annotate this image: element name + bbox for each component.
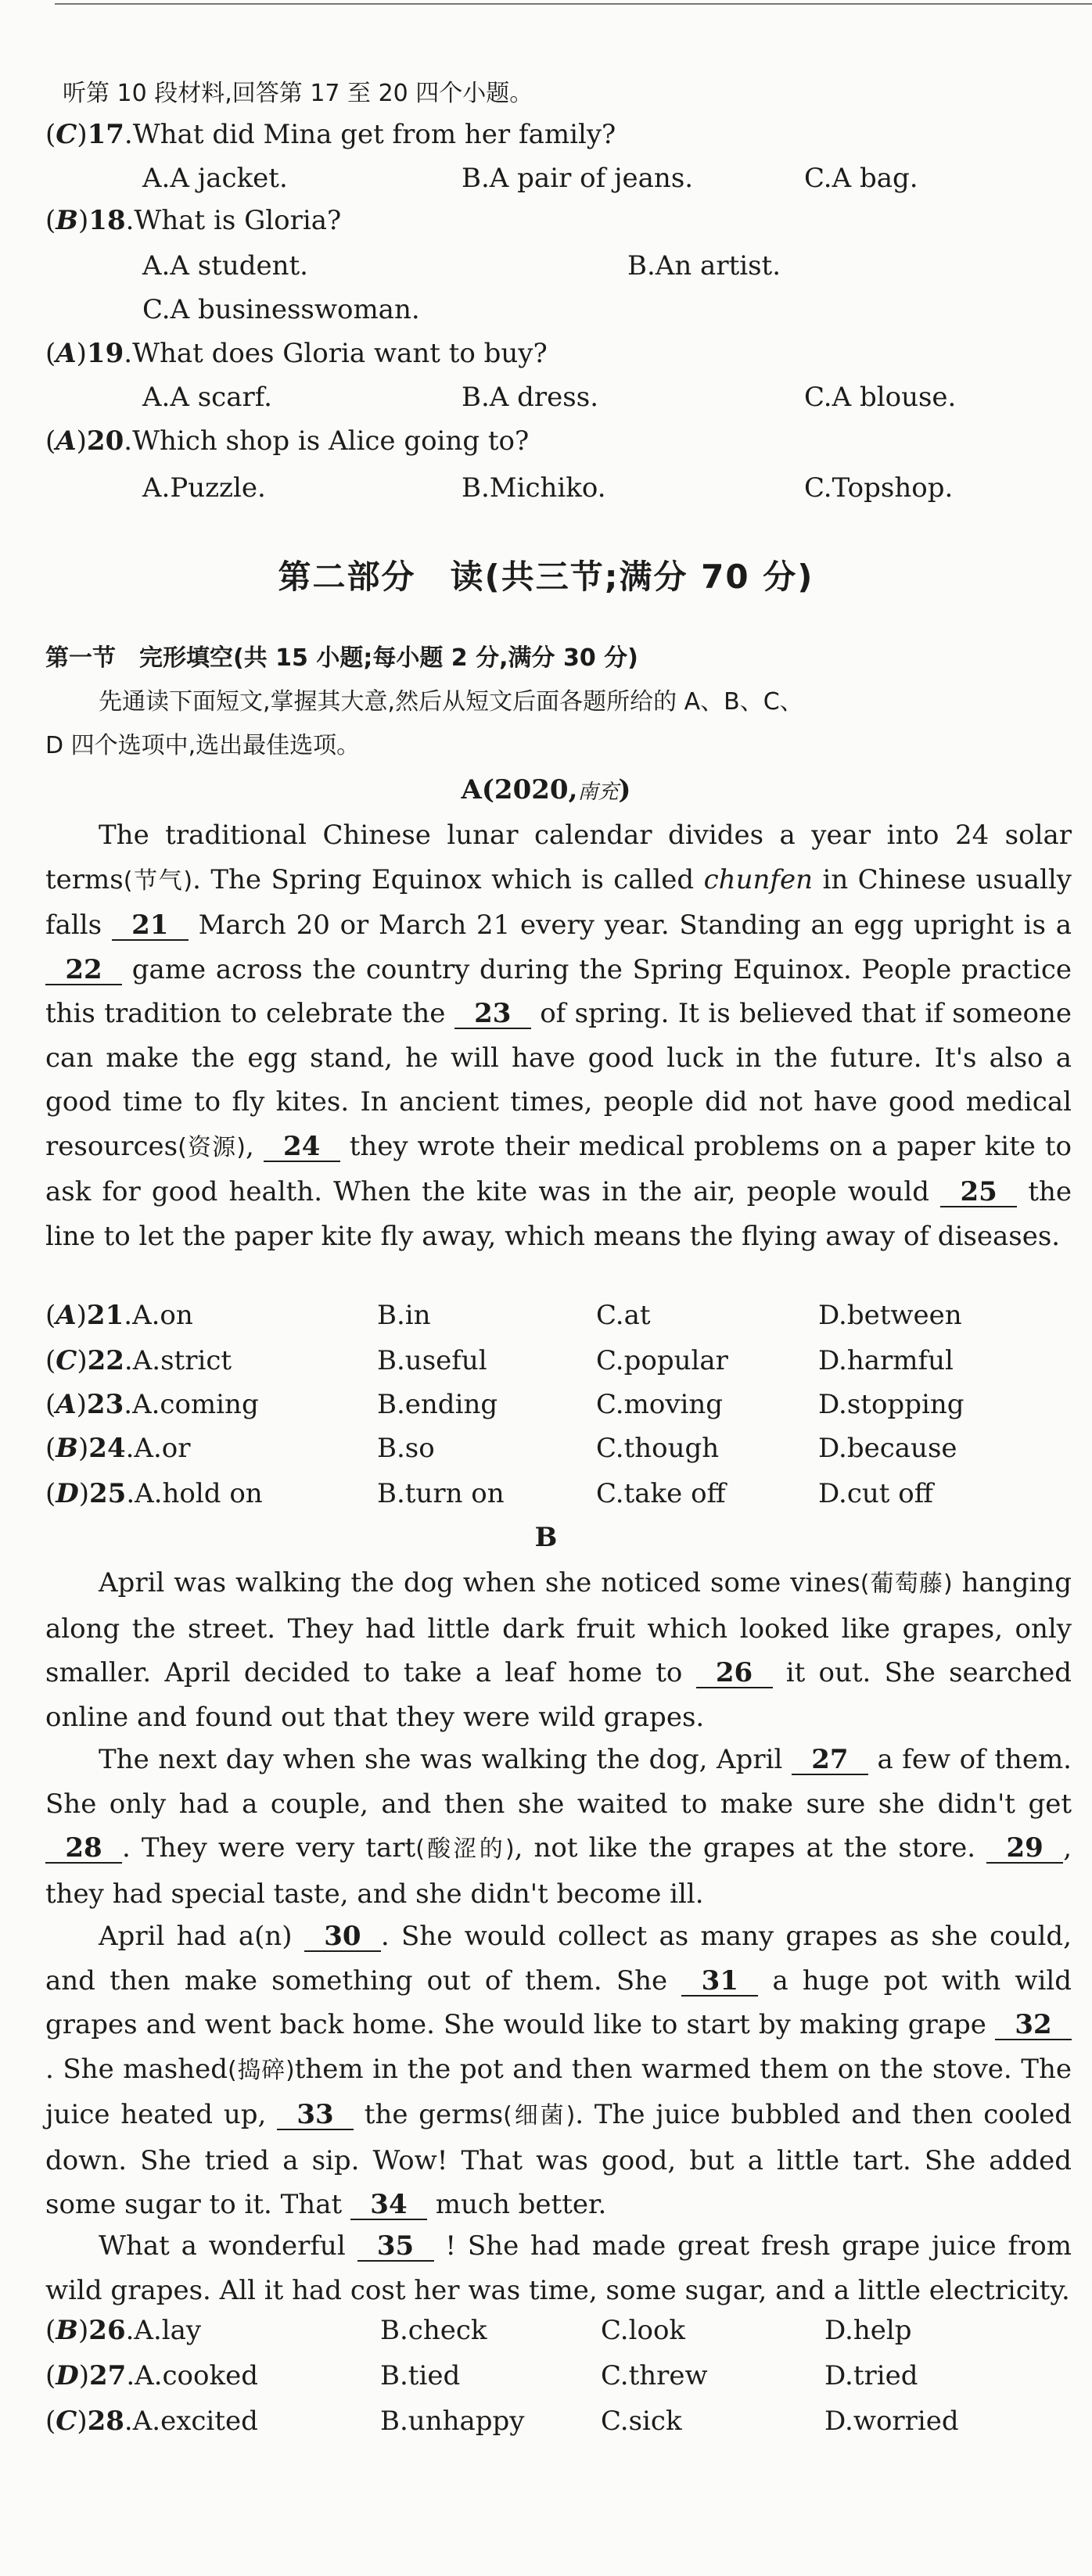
option-27c: C.threw xyxy=(601,2360,708,2391)
section-title: 第一节 完形填空(共 15 小题;每小题 2 分,满分 30 分) xyxy=(45,644,638,672)
option-19a: A.A scarf. xyxy=(142,382,272,413)
blank-28: 28 xyxy=(45,1834,122,1864)
option-25c: C.take off xyxy=(596,1478,726,1509)
option-17a: A.A jacket. xyxy=(142,163,288,194)
option-27d: D.tried xyxy=(824,2360,918,2391)
option-20a: A.Puzzle. xyxy=(142,472,266,504)
passage-b-label: B xyxy=(534,1522,558,1553)
option-28d: D.worried xyxy=(824,2406,959,2437)
option-23b: B.ending xyxy=(377,1389,498,1420)
answer-17: C xyxy=(56,119,77,150)
blank-33: 33 xyxy=(277,2101,354,2130)
option-18b: B.An artist. xyxy=(627,250,781,282)
option-26c: C.look xyxy=(601,2315,686,2346)
option-20b: B.Michiko. xyxy=(462,472,606,504)
question-26: (B)26.A.lay xyxy=(45,2315,202,2346)
option-19c: C.A blouse. xyxy=(804,382,957,413)
option-25d: D.cut off xyxy=(818,1478,933,1509)
answer-19: A xyxy=(56,338,77,369)
answer-20: A xyxy=(56,425,77,457)
question-24: (B)24.A.or xyxy=(45,1433,191,1464)
option-28b: B.unhappy xyxy=(380,2406,525,2437)
blank-27: 27 xyxy=(792,1745,868,1775)
option-28c: C.sick xyxy=(601,2406,682,2437)
question-28: (C)28.A.excited xyxy=(45,2406,258,2437)
question-20: (A)20.Which shop is Alice going to? xyxy=(45,425,530,457)
blank-26: 26 xyxy=(696,1659,773,1688)
answer-18: B xyxy=(56,205,79,236)
blank-31: 31 xyxy=(681,1967,758,1997)
instructions-line-1: 先通读下面短文,掌握其大意,然后从短文后面各题所给的 A、B、C、 xyxy=(99,688,803,716)
question-25: (D)25.A.hold on xyxy=(45,1478,263,1509)
blank-35: 35 xyxy=(357,2232,434,2262)
option-21c: C.at xyxy=(596,1300,651,1331)
blank-30: 30 xyxy=(304,1922,381,1952)
option-23d: D.stopping xyxy=(818,1389,964,1420)
option-17b: B.A pair of jeans. xyxy=(462,163,694,194)
passage-b-paragraph-4: What a wonderful 35 ! She had made great fresh grape juice from wild grapes. All it had cost her was time, some sugar, and a little electricity. xyxy=(45,2230,1072,2306)
top-rule xyxy=(55,3,1092,5)
option-19b: B.A dress. xyxy=(462,382,598,413)
option-20c: C.Topshop. xyxy=(804,472,954,504)
blank-32: 32 xyxy=(995,2011,1072,2040)
part-title: 第二部分 读(共三节;满分 70 分) xyxy=(278,558,814,596)
question-21: (A)21.A.on xyxy=(45,1300,193,1331)
option-17c: C.A bag. xyxy=(804,163,918,194)
question-22: (C)22.A.strict xyxy=(45,1345,232,1376)
option-18c: C.A businesswoman. xyxy=(142,294,420,325)
option-27b: B.tied xyxy=(380,2360,461,2391)
passage-b-paragraph-3: April had a(n) 30 . She would collect as many grapes as she could, and then make something out of them. She 31 a huge pot with wild grapes and went back home. She would like to start by making grape 32. She mashed(捣碎)them in the pot and then warmed them on the stove. The juice heated up, 33 the germs(细菌). The juice bubbled and then cooled down. She tried a sip. Wow! That was good, but a little tart. She added some sugar to it. That 34 much better. xyxy=(45,1921,1072,2220)
option-21b: B.in xyxy=(377,1300,431,1331)
option-24b: B.so xyxy=(377,1433,435,1464)
option-18a: A.A student. xyxy=(142,250,308,282)
passage-a-paragraph: The traditional Chinese lunar calendar divides a year into 24 solar terms(节气). The Spring Equinox which is called chunfen in Chinese usually falls 21 March 20 or March 21 every year. Standing an egg upright is a 22 game across the country during the Spring Equinox. People practice this tradition to celebrate the 23 of spring. It is believed that if someone can make the egg stand, he will have good luck in the future. It's also a good time to fly kites. In ancient times, people did not have good medical resources(资源), 24 they wrote their medical problems on a paper kite to ask for good health. When the kite was in the air, people would 25 the line to let the paper kite fly away, which means the flying away of diseases. xyxy=(45,820,1072,1252)
blank-21: 21 xyxy=(112,911,189,941)
blank-34: 34 xyxy=(350,2190,427,2220)
option-22c: C.popular xyxy=(596,1345,728,1376)
passage-b-paragraph-2: The next day when she was walking the dog, April 27 a few of them. She only had a couple, and then she waited to make sure she didn't get 28 . They were very tart(酸涩的), not like the grapes at the store. 29 , they had special taste, and she didn't become ill. xyxy=(45,1744,1072,1910)
option-23c: C.moving xyxy=(596,1389,724,1420)
question-19: (A)19.What does Gloria want to buy? xyxy=(45,338,548,369)
option-24d: D.because xyxy=(818,1433,957,1464)
option-21d: D.between xyxy=(818,1300,962,1331)
option-22b: B.useful xyxy=(377,1345,487,1376)
blank-23: 23 xyxy=(454,999,531,1029)
blank-24: 24 xyxy=(264,1132,340,1162)
blank-22: 22 xyxy=(45,956,122,985)
passage-b-paragraph-1: April was walking the dog when she noticed some vines(葡萄藤) hanging along the street. They had little dark fruit which looked like grapes, only smaller. April decided to take a leaf home to 26 it out. She searched online and found out that they were wild grapes. xyxy=(45,1567,1072,1733)
question-23: (A)23.A.coming xyxy=(45,1389,259,1420)
question-17: (C)17.What did Mina get from her family? xyxy=(45,119,616,150)
option-25b: B.turn on xyxy=(377,1478,505,1509)
blank-29: 29 xyxy=(986,1834,1063,1864)
question-27: (D)27.A.cooked xyxy=(45,2360,258,2391)
blank-25: 25 xyxy=(940,1178,1017,1207)
instructions-line-2: D 四个选项中,选出最佳选项。 xyxy=(45,732,361,759)
option-22d: D.harmful xyxy=(818,1345,954,1376)
option-24c: C.though xyxy=(596,1433,720,1464)
option-26d: D.help xyxy=(824,2315,912,2346)
option-26b: B.check xyxy=(380,2315,487,2346)
passage-a-label: A(2020,南充) xyxy=(461,774,631,805)
question-18: (B)18.What is Gloria? xyxy=(45,205,342,236)
listening-intro: 听第 10 段材料,回答第 17 至 20 四个小题。 xyxy=(63,80,533,107)
